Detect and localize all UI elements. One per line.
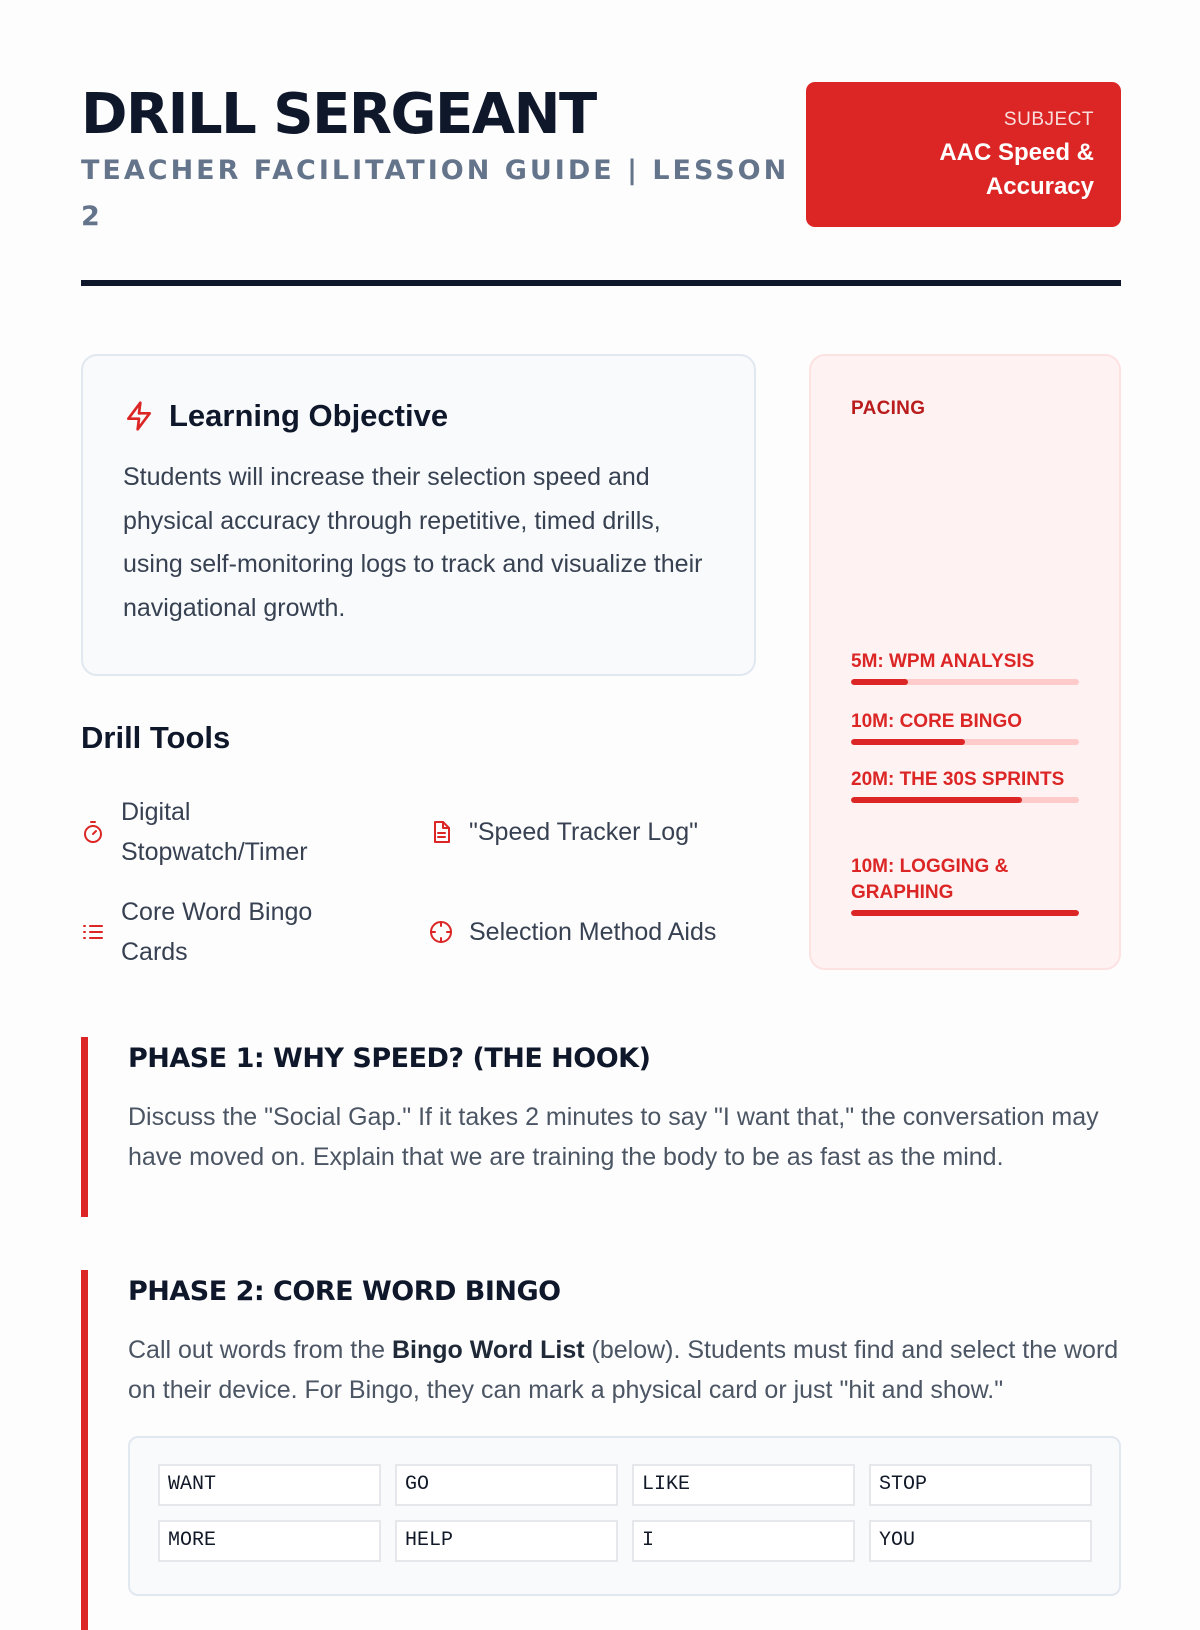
objective-title: Learning Objective bbox=[169, 398, 449, 433]
phase-text bbox=[128, 1330, 1121, 1410]
bingo-word-cell: HELP bbox=[395, 1520, 618, 1562]
pacing-item bbox=[851, 649, 1079, 685]
bingo-word-cell: GO bbox=[395, 1464, 618, 1506]
bingo-word-cell: MORE bbox=[158, 1520, 381, 1562]
pacing-progress-fill bbox=[851, 797, 1022, 803]
phase-1-section bbox=[81, 1037, 1121, 1217]
list-icon bbox=[81, 920, 105, 944]
bingo-word-list-reference: Bingo Word List bbox=[392, 1336, 585, 1364]
lightning-icon bbox=[123, 400, 155, 432]
pacing-progress-fill bbox=[851, 739, 965, 745]
pacing-item-label: 20M: THE 30S SPRINTS bbox=[851, 769, 1065, 790]
tool-label: Core Word Bingo Cards bbox=[121, 898, 313, 966]
phase-title: PHASE 2: CORE WORD BINGO bbox=[128, 1276, 561, 1307]
bingo-word-cell: LIKE bbox=[632, 1464, 855, 1506]
tool-item bbox=[81, 792, 381, 872]
pacing-item-label: 10M: CORE BINGO bbox=[851, 711, 1023, 732]
pacing-item-label: 10M: LOGGING & GRAPHING bbox=[851, 856, 1009, 903]
pacing-progress-fill bbox=[851, 910, 1079, 916]
page-subtitle: TEACHER FACILITATION GUIDE | LESSON 2 bbox=[81, 155, 790, 232]
pacing-item-label: 5M: WPM ANALYSIS bbox=[851, 651, 1035, 672]
tool-item bbox=[429, 812, 759, 852]
phase-title: PHASE 1: WHY SPEED? (THE HOOK) bbox=[128, 1043, 651, 1074]
pacing-progress-track bbox=[851, 797, 1079, 803]
pacing-item bbox=[851, 854, 1079, 916]
bingo-word-cell: YOU bbox=[869, 1520, 1092, 1562]
pacing-progress-track bbox=[851, 739, 1079, 745]
pacing-progress-track bbox=[851, 910, 1079, 916]
objective-text: Students will increase their selection speed and physical accuracy through repetitive, timed drills, using self-monitoring logs to track and visualize their navigational growth. bbox=[123, 463, 703, 622]
bingo-word-cell: STOP bbox=[869, 1464, 1092, 1506]
phase-text-part: Call out words from the bbox=[128, 1336, 392, 1364]
subject-value: AAC Speed & Accuracy bbox=[939, 139, 1094, 200]
drill-tools-title: Drill Tools bbox=[81, 720, 231, 755]
subject-label: SUBJECT bbox=[1003, 109, 1094, 130]
header-divider bbox=[81, 280, 1121, 286]
tool-label: Digital Stopwatch/Timer bbox=[121, 798, 308, 866]
pacing-item bbox=[851, 767, 1079, 803]
phase-2-section bbox=[81, 1270, 1121, 1630]
pacing-panel bbox=[809, 354, 1121, 970]
pacing-item bbox=[851, 709, 1079, 745]
header bbox=[81, 82, 1121, 282]
learning-objective-card bbox=[81, 354, 756, 676]
tool-item bbox=[429, 912, 769, 952]
pacing-progress-track bbox=[851, 679, 1079, 685]
tool-label: "Speed Tracker Log" bbox=[469, 818, 698, 846]
phase-text: Discuss the "Social Gap." If it takes 2 minutes to say "I want that," the conversation may have moved on. Explain that we are training the body to be as fast as the mind. bbox=[128, 1103, 1099, 1171]
document-icon bbox=[429, 820, 453, 844]
tool-label: Selection Method Aids bbox=[469, 918, 717, 946]
pacing-label: PACING bbox=[851, 398, 926, 419]
pacing-progress-fill bbox=[851, 679, 908, 685]
subject-badge bbox=[806, 82, 1121, 227]
page-title: DRILL SERGEANT bbox=[81, 82, 596, 147]
bingo-word-list bbox=[128, 1436, 1121, 1596]
bingo-word-cell: WANT bbox=[158, 1464, 381, 1506]
phase-text-part: (below). Students must find and select the word on their device. For Bingo, they can mark a physical card or just "hit and show." bbox=[128, 1336, 1119, 1404]
crosshair-icon bbox=[429, 920, 453, 944]
bingo-word-cell: I bbox=[632, 1520, 855, 1562]
tool-item bbox=[81, 892, 381, 972]
stopwatch-icon bbox=[81, 820, 105, 844]
